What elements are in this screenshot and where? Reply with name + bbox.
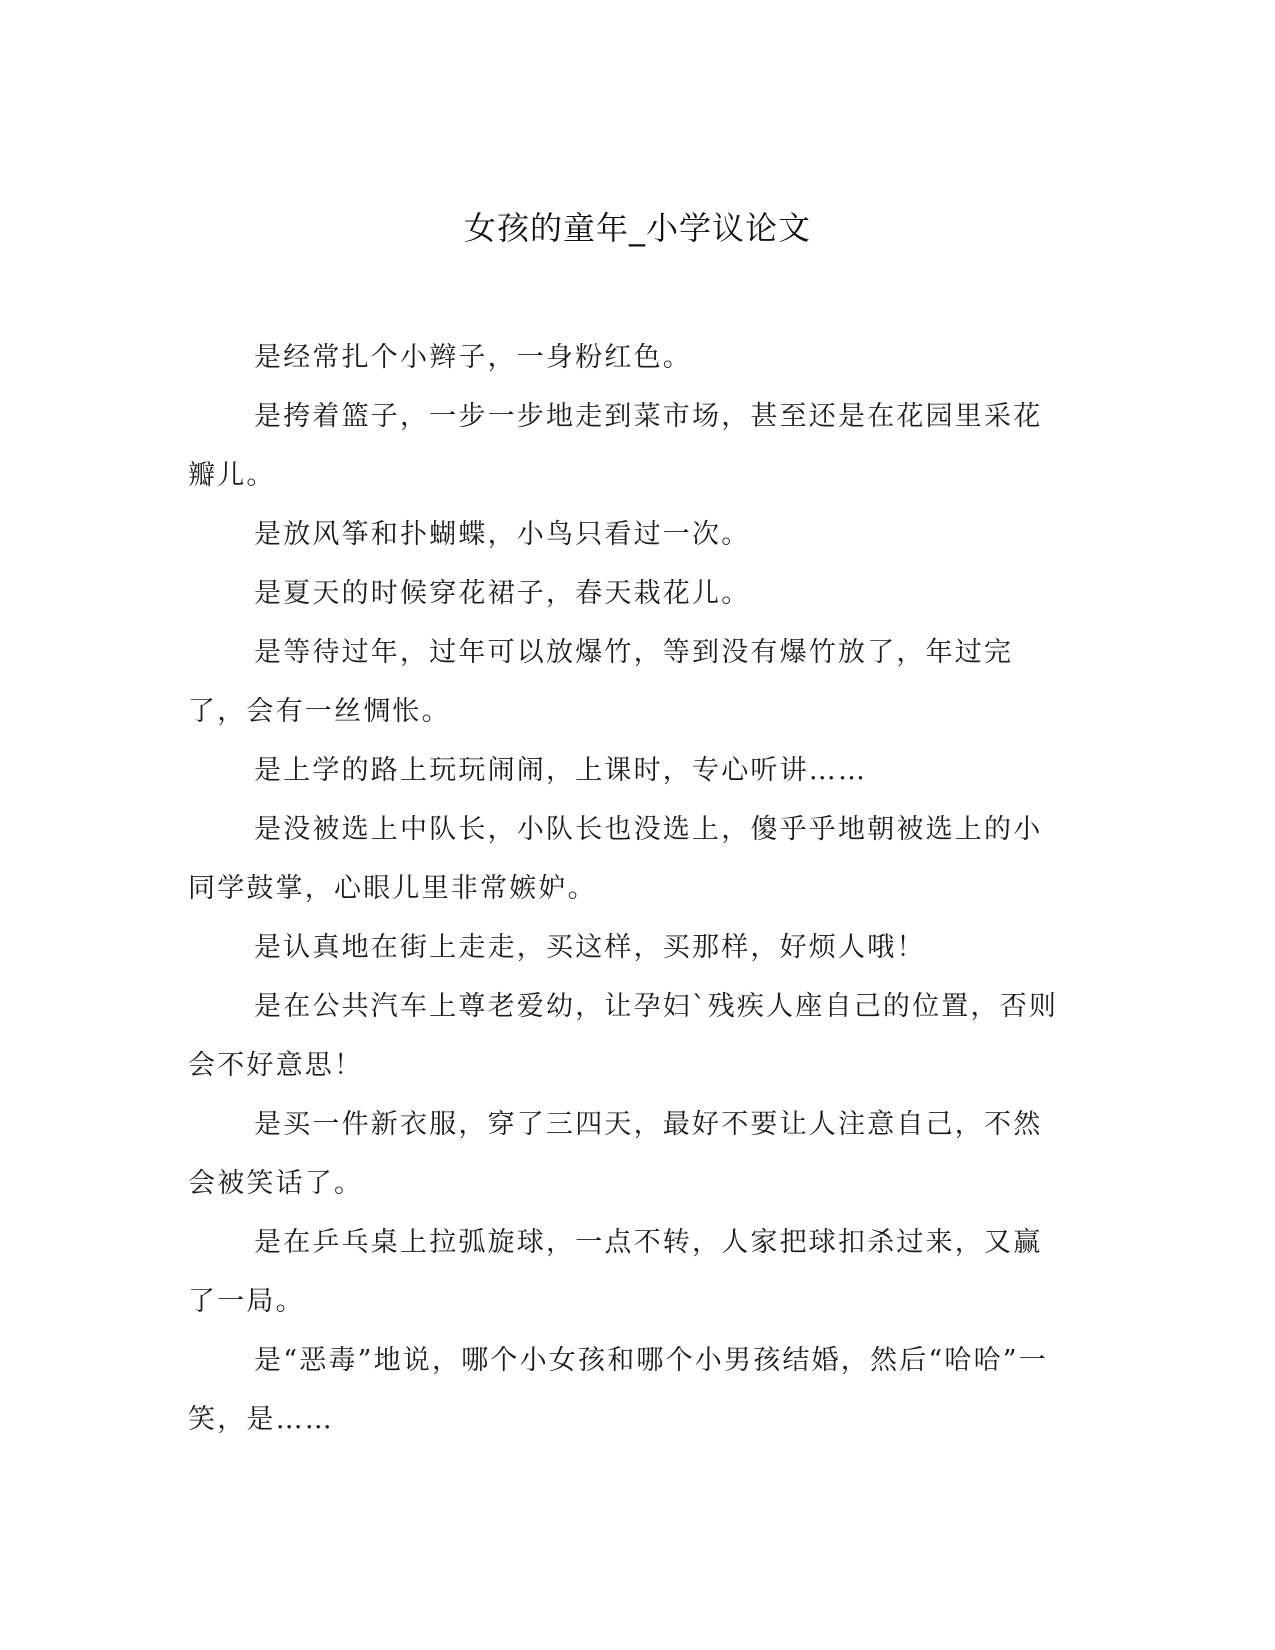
paragraph-3: 是放风筝和扑蝴蝶，小鸟只看过一次。 <box>254 519 751 550</box>
paragraph-5: 是等待过年，过年可以放爆竹，等到没有爆竹放了，年过完了，会有一丝惆怅。 <box>188 637 1014 727</box>
paragraph-8: 是认真地在街上走走，买这样，买那样，好烦人哦！ <box>254 932 926 963</box>
paragraph-12: 是“恶毒”地说，哪个小女孩和哪个小男孩结婚，然后“哈哈”一笑，是…… <box>188 1345 1049 1435</box>
page-title: 女孩的童年_小学议论文 <box>463 209 811 247</box>
article-body <box>188 328 1068 1449</box>
paragraph-11: 是在乒乓桌上拉弧旋球，一点不转，人家把球扣杀过来，又赢了一局。 <box>188 1227 1043 1317</box>
paragraph-10: 是买一件新衣服，穿了三四天，最好不要让人注意自己，不然会被笑话了。 <box>188 1109 1043 1199</box>
paragraph-9: 是在公共汽车上尊老爱幼，让孕妇`残疾人座自己的位置，否则会不好意思！ <box>188 991 1059 1081</box>
paragraph-6: 是上学的路上玩玩闹闹，上课时，专心听讲…… <box>254 755 868 786</box>
paragraph-2: 是挎着篮子，一步一步地走到菜市场，甚至还是在花园里采花瓣儿。 <box>188 401 1043 491</box>
paragraph-4: 是夏天的时候穿花裙子，春天栽花儿。 <box>254 578 751 609</box>
paragraph-7: 是没被选上中队长，小队长也没选上，傻乎乎地朝被选上的小同学鼓掌，心眼儿里非常嫉妒。 <box>188 814 1043 904</box>
paragraph-1: 是经常扎个小辫子，一身粉红色。 <box>254 342 692 373</box>
